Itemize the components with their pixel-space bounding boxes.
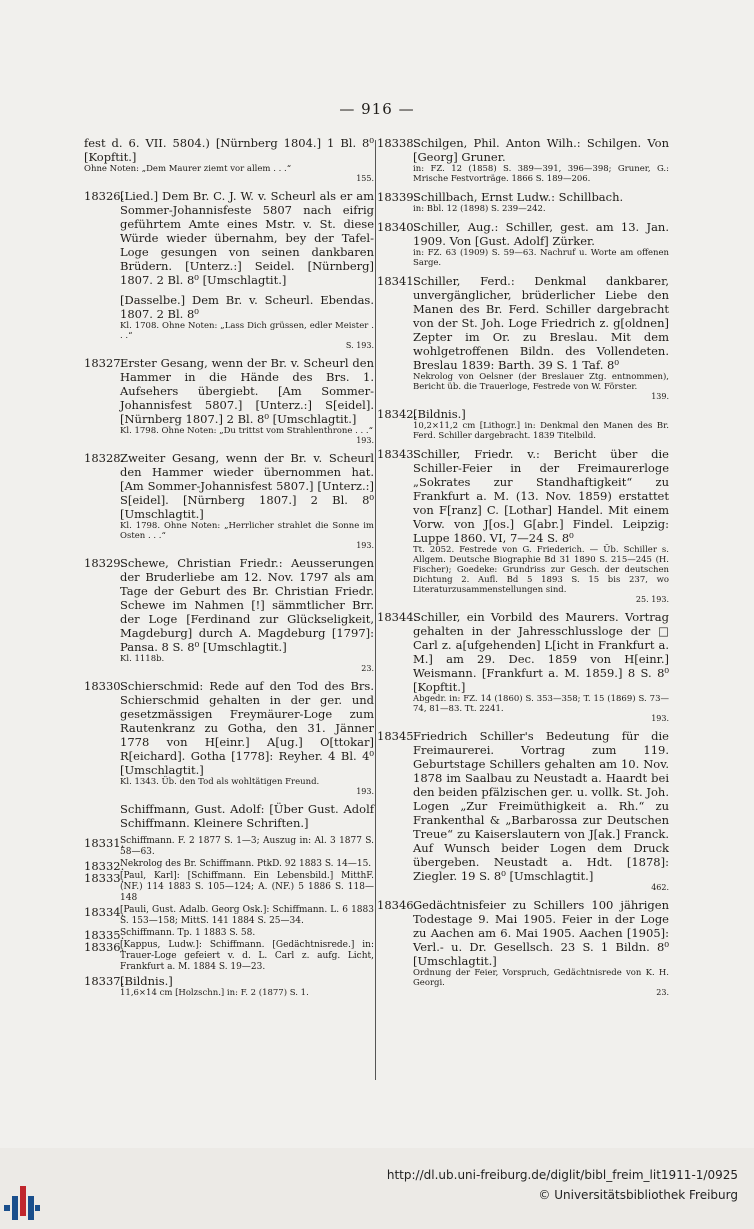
right-column — [377, 136, 669, 1003]
entry-note: Nekrolog des Br. Schiffmann. PtkD. 92 1883 S. 14—15. — [120, 859, 372, 869]
page-number-header: — 916 — — [339, 100, 415, 118]
digitization-footer — [0, 1148, 754, 1229]
bibliography-entry — [377, 729, 669, 892]
entry-note: 10,2×11,2 cm [Lithogr.] in: Denkmal den Manen des Br. Ferd. Schiller dargebracht. 1839 Titelbild. — [413, 421, 669, 441]
entry-note: [Kappus, Ludw.]: Schiffmann. [Gedächtnisrede.] in: Trauer-Loge gefeiert v. d. L. Carl z. aufg. Licht, Frankfurt a. M. 1884 S. 19—23. — [120, 940, 374, 972]
entry-note: in: FZ. 12 (1858) S. 389—391, 396—398; Gruner, G.: Mrische Festvorträge. 1866 S. 189—206. — [413, 164, 669, 184]
entry-reference: 193. — [356, 787, 374, 796]
entry-number: 18341. — [377, 274, 418, 288]
bibliography-entry — [84, 189, 374, 287]
bibliography-entry — [84, 905, 374, 927]
entry-note: in: FZ. 63 (1909) S. 59—63. Nachruf u. Worte am offenen Sarge. — [413, 248, 669, 268]
entry-note: Kl. 1798. Ohne Noten: „Herrlicher strahlet die Sonne im Osten . . .“ — [120, 521, 374, 541]
entry-reference: 462. — [651, 883, 669, 892]
entry-note: Schiffmann. Tp. 1 1883 S. 58. — [120, 928, 256, 938]
entry-note: in: Bbl. 12 (1898) S. 239—242. — [413, 204, 546, 214]
entry-reference: 193. — [356, 436, 374, 445]
entry-text: Schiller, Ferd.: Denkmal dankbarer, unvergänglicher, brüderlicher Liebe den Manen des Br. Ferd. Schiller dargebracht von der St. Joh. Loge Friedrich z. g[oldnen] Zepter im Or. zu Breslau. Mit dem wohlgetroffenen Bildn. des Vollendeten. Breslau 1839: Barth. 39 S. 1 Taf. 8⁰ — [413, 274, 669, 372]
bibliography-entry — [377, 190, 669, 214]
bibliography-entry — [84, 136, 374, 183]
entry-number: 18331. — [84, 836, 125, 850]
bibliography-entry — [84, 356, 374, 445]
entry-text: Zweiter Gesang, wenn der Br. v. Scheurl den Hammer wieder übernommen hat. [Am Sommer-Johannisfest 5807.] [Unterz.:] S[eidel]. [Nürnberg 1807.] 2 Bl. 8⁰ [Umschlagtit.] — [120, 451, 374, 521]
entry-number: 18327. — [84, 356, 125, 370]
entry-note: [Paul, Karl]: [Schiffmann. Ein Lebensbild.] MitthF. (NF.) 114 1883 S. 105—124; A. (NF.) 5 1886 S. 118—148 — [120, 871, 374, 903]
entry-number: 18336. — [84, 940, 125, 954]
entry-text: Schiller, ein Vorbild des Maurers. Vortrag gehalten in der Jahresschlussloge der □ Carl z. a[ufgehenden] L[icht in Frankfurt a. M.] am 29. Dec. 1859 von H[einr.] Weismann. [Frankfurt a. M. 1859.] 8 S. 8⁰ [Kopftit.] — [413, 610, 669, 694]
entry-number: 18338. — [377, 136, 418, 150]
entry-text: Schewe, Christian Friedr.: Aeusserungen der Bruderliebe am 12. Nov. 1797 als am Tage der Geburt des Br. Christian Friedr. Schewe im Nahmen [!] sämmtlicher Brr. der Loge [Ferdinand zur Glückseligkeit, Magdeburg] durch A. Magdeburg [1797]: Pansa. 8 S. 8⁰ [Umschlagtit.] — [120, 556, 374, 654]
entry-text: Schilgen, Phil. Anton Wilh.: Schilgen. Von [Georg] Gruner. — [413, 136, 669, 164]
bibliography-entry — [84, 974, 374, 998]
entry-reference: 193. — [356, 541, 374, 550]
entry-number: 18330. — [84, 679, 125, 693]
entry-text: [Dasselbe.] Dem Br. v. Scheurl. Ebendas. 1807. 2 Bl. 8⁰ — [120, 293, 374, 321]
entry-number: 18339. — [377, 190, 418, 204]
bibliography-entry — [377, 220, 669, 268]
entry-reference: S. 193. — [345, 341, 374, 350]
bibliography-entry — [84, 836, 374, 858]
entry-number: 18334. — [84, 905, 125, 919]
entry-reference: 23. — [656, 988, 669, 997]
bibliography-entry — [377, 136, 669, 184]
entry-number: 18337. — [84, 974, 125, 988]
entry-note: 11,6×14 cm [Holzschn.] in: F. 2 (1877) S. 1. — [120, 988, 309, 998]
entry-number: 18329. — [84, 556, 125, 570]
left-column — [84, 136, 374, 1004]
entry-number: 18332. — [84, 859, 125, 873]
entry-text: Schillbach, Ernst Ludw.: Schillbach. — [413, 190, 624, 204]
bibliography-entry — [377, 447, 669, 604]
entry-note: Kl. 1118b. — [120, 654, 165, 664]
library-logo-icon — [4, 1186, 40, 1220]
entry-note: Nekrolog von Oelsner (der Breslauer Ztg. entnommen), Bericht üb. die Trauerloge, Festrede von W. Förster. — [413, 372, 669, 392]
entry-note: Kl. 1343. Üb. den Tod als wohltätigen Freund. — [120, 777, 320, 787]
bibliography-entry — [84, 802, 374, 830]
entry-text: Schiffmann, Gust. Adolf: [Über Gust. Adolf Schiffmann. Kleinere Schriften.] — [120, 802, 374, 830]
entry-number: 18344. — [377, 610, 418, 624]
bibliography-entry — [377, 898, 669, 997]
entry-text: Schierschmid: Rede auf den Tod des Brs. Schierschmid gehalten in der ger. und gesetzmässigen Freymäurer-Loge zum Rautenkranz zu Gotha, den 31. Jänner 1778 von H[einr.] A[ug.] O[ttokar] R[eichard]. Gotha [1778]: Reyher. 4 Bl. 4⁰ [Umschlagtit.] — [120, 679, 374, 777]
entry-text: [Bildnis.] — [413, 407, 466, 421]
bibliography-entry — [84, 940, 374, 973]
entry-text: [Lied.] Dem Br. C. J. W. v. Scheurl als er am Sommer-Johannisfeste 5807 nach eifrig geführtem Amte eines Mstr. v. St. diese Würde wieder übernahm, bey der Tafel-Loge gesungen von seinen dankbaren Brüdern. [Unterz.:] Seidel. [Nürnberg] 1807. 2 Bl. 8⁰ [Umschlagtit.] — [120, 189, 374, 287]
entry-note: Kl. 1708. Ohne Noten: „Lass Dich grüssen, edler Meister . . .“ — [120, 321, 374, 341]
entry-note: Schiffmann. F. 2 1877 S. 1—3; Auszug in: Al. 3 1877 S. 58—63. — [120, 836, 374, 857]
entry-note: Abgedr. in: FZ. 14 (1860) S. 353—358; T. 15 (1869) S. 73—74, 81—83. Tt. 2241. — [413, 694, 669, 714]
entry-note: Kl. 1798. Ohne Noten: „Du trittst vom Strahlenthrone . . .“ — [120, 426, 373, 436]
entry-reference: 155. — [356, 174, 374, 183]
entry-note: Ordnung der Feier, Vorspruch, Gedächtnisrede von K. H. Georgi. — [413, 968, 669, 988]
footer-url-link[interactable]: http://dl.ub.uni-freiburg.de/diglit/bibl_freim_lit1911-1/0925 — [386, 1168, 738, 1182]
entry-number: 18328. — [84, 451, 125, 465]
column-divider — [375, 140, 376, 1080]
entry-text: Gedächtnisfeier zu Schillers 100 jährigen Todestage 9. Mai 1905. Feier in der Loge zu Aachen am 6. Mai 1905. Aachen [1905]: Verl.- u. Dr. Gesellsch. 23 S. 1 Bildn. 8⁰ [Umschlagtit.] — [413, 898, 669, 968]
entry-note: Ohne Noten: „Dem Maurer ziemt vor allem . . .“ — [84, 164, 292, 174]
bibliography-entry — [84, 556, 374, 673]
entry-number: 18340. — [377, 220, 418, 234]
bibliography-entry — [84, 293, 374, 350]
entry-number: 18345. — [377, 729, 418, 743]
bibliography-entry — [84, 679, 374, 796]
bibliography-entry — [84, 928, 374, 942]
bibliography-entry — [377, 610, 669, 723]
entry-reference: 193. — [651, 714, 669, 723]
entry-reference: 139. — [651, 392, 669, 401]
entry-number: 18335. — [84, 928, 125, 942]
entry-number: 18326. — [84, 189, 125, 203]
footer-copyright: © Universitätsbibliothek Freiburg — [538, 1188, 738, 1202]
bibliography-entry — [377, 407, 669, 441]
bibliography-entry — [84, 451, 374, 550]
entry-number: 18333. — [84, 871, 125, 885]
entry-reference: 25. 193. — [635, 595, 669, 604]
entry-number: 18346. — [377, 898, 418, 912]
bibliography-entry — [377, 274, 669, 401]
entry-text: Friedrich Schiller's Bedeutung für die Freimaurerei. Vortrag zum 119. Geburtstage Schillers gehalten am 10. Nov. 1878 im Saalbau zu Neustadt a. Haardt bei den beiden pfälzischen ger. u. vollk. St. Joh. Logen „Zur Freimüthigkeit a. Rh.“ zu Frankenthal & „Barbarossa zur Deutschen Treue“ zu Kaiserslautern von J[ak.] Franck. Auf Wunsch beider Logen dem Druck übergeben. Neustadt a. Hdt. [1878]: Ziegler. 19 S. 8⁰ [Umschlagtit.] — [413, 729, 669, 883]
entry-text: Erster Gesang, wenn der Br. v. Scheurl den Hammer in die Hände des Brs. 1. Aufsehers übergiebt. [Am Sommer-Johannisfest 5807.] [Unterz.:] S[eidel]. [Nürnberg 1807.] 2 Bl. 8⁰ [Umschlagtit.] — [120, 356, 374, 426]
bibliography-entry — [84, 859, 374, 873]
entry-text: Schiller, Aug.: Schiller, gest. am 13. Jan. 1909. Von [Gust. Adolf] Zürker. — [413, 220, 669, 248]
bibliography-entry — [84, 871, 374, 904]
entry-number: 18342. — [377, 407, 418, 421]
entry-number: 18343. — [377, 447, 418, 461]
entry-reference: 23. — [361, 664, 374, 673]
entry-text: fest d. 6. VII. 5804.) [Nürnberg 1804.] 1 Bl. 8⁰ [Kopftit.] — [84, 136, 374, 164]
entry-note: [Pauli, Gust. Adalb. Georg Osk.]: Schiffmann. L. 6 1883 S. 153—158; MittS. 141 1884 S. 25—34. — [120, 905, 374, 926]
entry-text: Schiller, Friedr. v.: Bericht über die Schiller-Feier in der Freimaurerloge „Sokrates zur Standhaftigkeit“ zu Frankfurt a. M. (13. Nov. 1859) erstattet von F[ranz] C. [Lothar] Handel. Mit einem Vorw. von J[os.] G[abr.] Findel. Leipzig: Luppe 1860. VI, 7—24 S. 8⁰ — [413, 447, 669, 545]
entry-note: Tt. 2052. Festrede von G. Friederich. — Üb. Schiller s. Allgem. Deutsche Biographie Bd 31 1890 S. 215—245 (H. Fischer); Goedeke: Grundriss zur Gesch. der deutschen Dichtung 2. Aufl. Bd 5 1893 S. 15 bis 237, wo Literaturzusammenstellungen sind. — [413, 545, 669, 595]
entry-text: [Bildnis.] — [120, 974, 173, 988]
